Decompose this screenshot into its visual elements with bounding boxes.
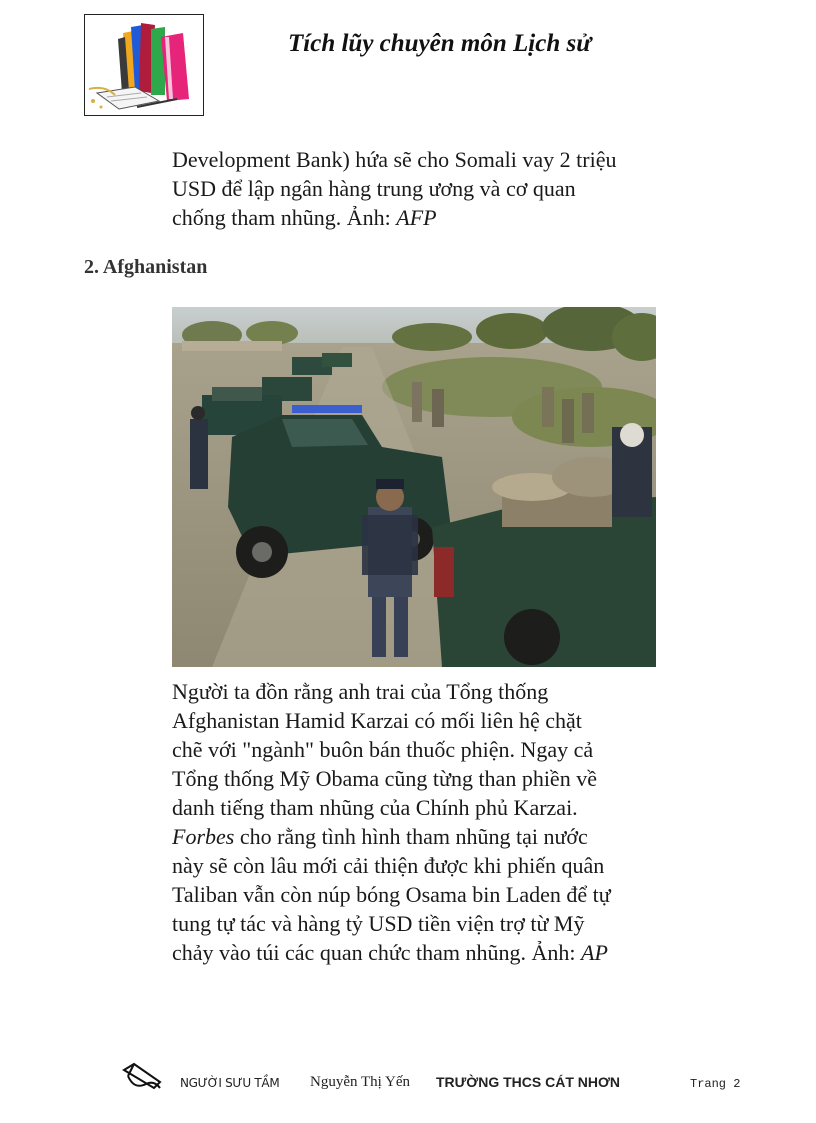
text-line: tung tự tác và hàng tỷ USD tiền viện trợ từ Mỹ	[172, 911, 585, 936]
text-line-content: chống tham nhũng. Ảnh:	[172, 205, 397, 230]
section-heading: 2. Afghanistan	[84, 256, 208, 278]
text-line: Afghanistan Hamid Karzai có mối liên hệ chặt	[172, 708, 582, 733]
text-line: Tổng thống Mỹ Obama cũng từng than phiền về	[172, 766, 597, 791]
text-line-content: chảy vào túi các quan chức tham nhũng. Ảnh:	[172, 940, 582, 965]
collector-label: NGƯỜI SƯU TẦM	[180, 1076, 280, 1090]
text-line: Taliban vẫn còn núp bóng Osama bin Laden để tự	[172, 882, 611, 907]
text-line: USD để lập ngân hàng trung ương và cơ quan	[172, 176, 576, 201]
page-footer	[0, 1060, 816, 1100]
text-line: danh tiếng tham nhũng của Chính phủ Karzai.	[172, 795, 578, 820]
text-line	[172, 203, 672, 232]
text-line	[172, 938, 672, 967]
text-line: chẽ với "ngành" buôn bán thuốc phiện. Ngay cả	[172, 737, 594, 762]
photo-credit: AFP	[396, 205, 437, 230]
paragraph-somali	[172, 145, 672, 232]
pen-signature-icon	[120, 1060, 166, 1092]
photo-credit: AP	[581, 940, 608, 965]
books-icon	[85, 15, 203, 115]
books-logo	[84, 14, 204, 116]
text-line: Development Bank) hứa sẽ cho Somali vay 2 triệu	[172, 147, 617, 172]
text-line-content: cho rằng tình hình tham nhũng tại nước	[234, 824, 588, 849]
author-name: Nguyễn Thị Yến	[310, 1074, 410, 1090]
text-line	[172, 822, 672, 851]
news-photo	[172, 307, 656, 667]
text-line: này sẽ còn lâu mới cải thiện được khi phiến quân	[172, 853, 605, 878]
school-name: TRƯỜNG THCS CÁT NHƠN	[436, 1074, 621, 1090]
page-number: Trang 2	[690, 1077, 741, 1091]
paragraph-afghanistan	[172, 677, 672, 967]
publication-name: Forbes	[172, 824, 235, 849]
text-line: Người ta đồn rằng anh trai của Tổng thống	[172, 679, 549, 704]
page-header-title: Tích lũy chuyên môn Lịch sử	[288, 30, 592, 57]
